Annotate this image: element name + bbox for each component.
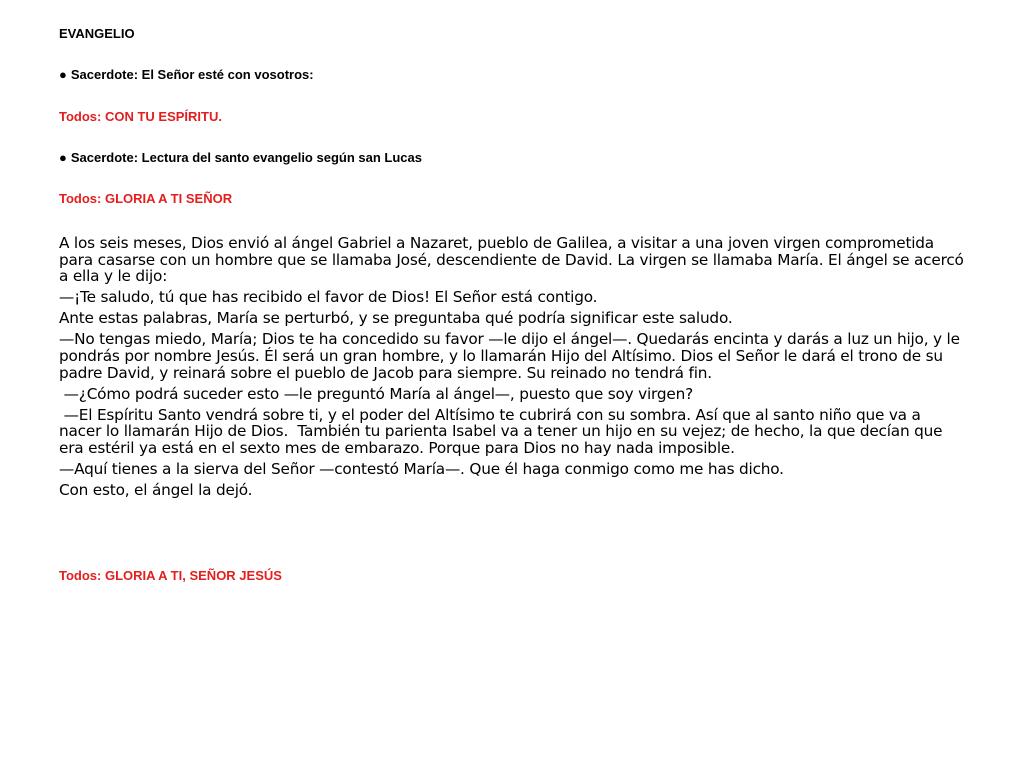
reading-paragraph: Con esto, el ángel la dejó. (59, 481, 253, 500)
people-response-2: Todos: GLORIA A TI SEÑOR (59, 191, 233, 206)
priest-announcement (59, 150, 422, 166)
reading-paragraph: A los seis meses, Dios envió al ángel Gabriel a Nazaret, pueblo de Galilea, a visitar a una joven virgen comprometida para casarse con un hombre que se llamaba José, descendiente de David. La virgen se llamaba María. El ángel se acercó a ella y le dijo: (59, 234, 964, 286)
priest-greeting-text: Sacerdote: El Señor esté con vosotros: (70, 67, 314, 82)
slide-title: EVANGELIO (59, 26, 135, 41)
bullet-icon: ● (59, 150, 67, 165)
priest-greeting (59, 67, 314, 83)
reading-paragraph: —Aquí tienes a la sierva del Señor —contestó María—. Que él haga conmigo como me has dicho. (59, 460, 784, 479)
reading-paragraph: —¿Cómo podrá suceder esto —le preguntó María al ángel—, puesto que soy virgen? (59, 384, 694, 403)
gospel-reading (59, 235, 964, 503)
reading-paragraph: —No tengas miedo, María; Dios te ha concedido su favor —le dijo el ángel—. Quedarás encinta y darás a luz un hijo, y le pondrás por nombre Jesús. Él será un gran hombre, y lo llamarán Hijo del Altísimo. Dios el Señor le dará el trono de su padre David, y reinará sobre el pueblo de Jacob para siempre. Su reinado no tendrá fin. (59, 330, 960, 382)
bullet-icon: ● (59, 67, 67, 82)
reading-paragraph: —¡Te saludo, tú que has recibido el favor de Dios! El Señor está contigo. (59, 288, 598, 307)
people-response-1: Todos: CON TU ESPÍRITU. (59, 109, 222, 124)
reading-paragraph: —El Espíritu Santo vendrá sobre ti, y el poder del Altísimo te cubrirá con su sombra. Así que al santo niño que va a nacer lo llamarán Hijo de Dios. También tu parienta Isabel va a tener un hijo en su vejez; de hecho, la que decían que era estéril ya está en el sexto mes de embarazo. Porque para Dios no hay nada imposible. (59, 405, 948, 458)
priest-announcement-text: Sacerdote: Lectura del santo evangelio según san Lucas (70, 150, 422, 165)
reading-paragraph: Ante estas palabras, María se perturbó, y se preguntaba qué podría significar este saludo. (59, 309, 733, 328)
closing-response: Todos: GLORIA A TI, SEÑOR JESÚS (59, 568, 282, 583)
